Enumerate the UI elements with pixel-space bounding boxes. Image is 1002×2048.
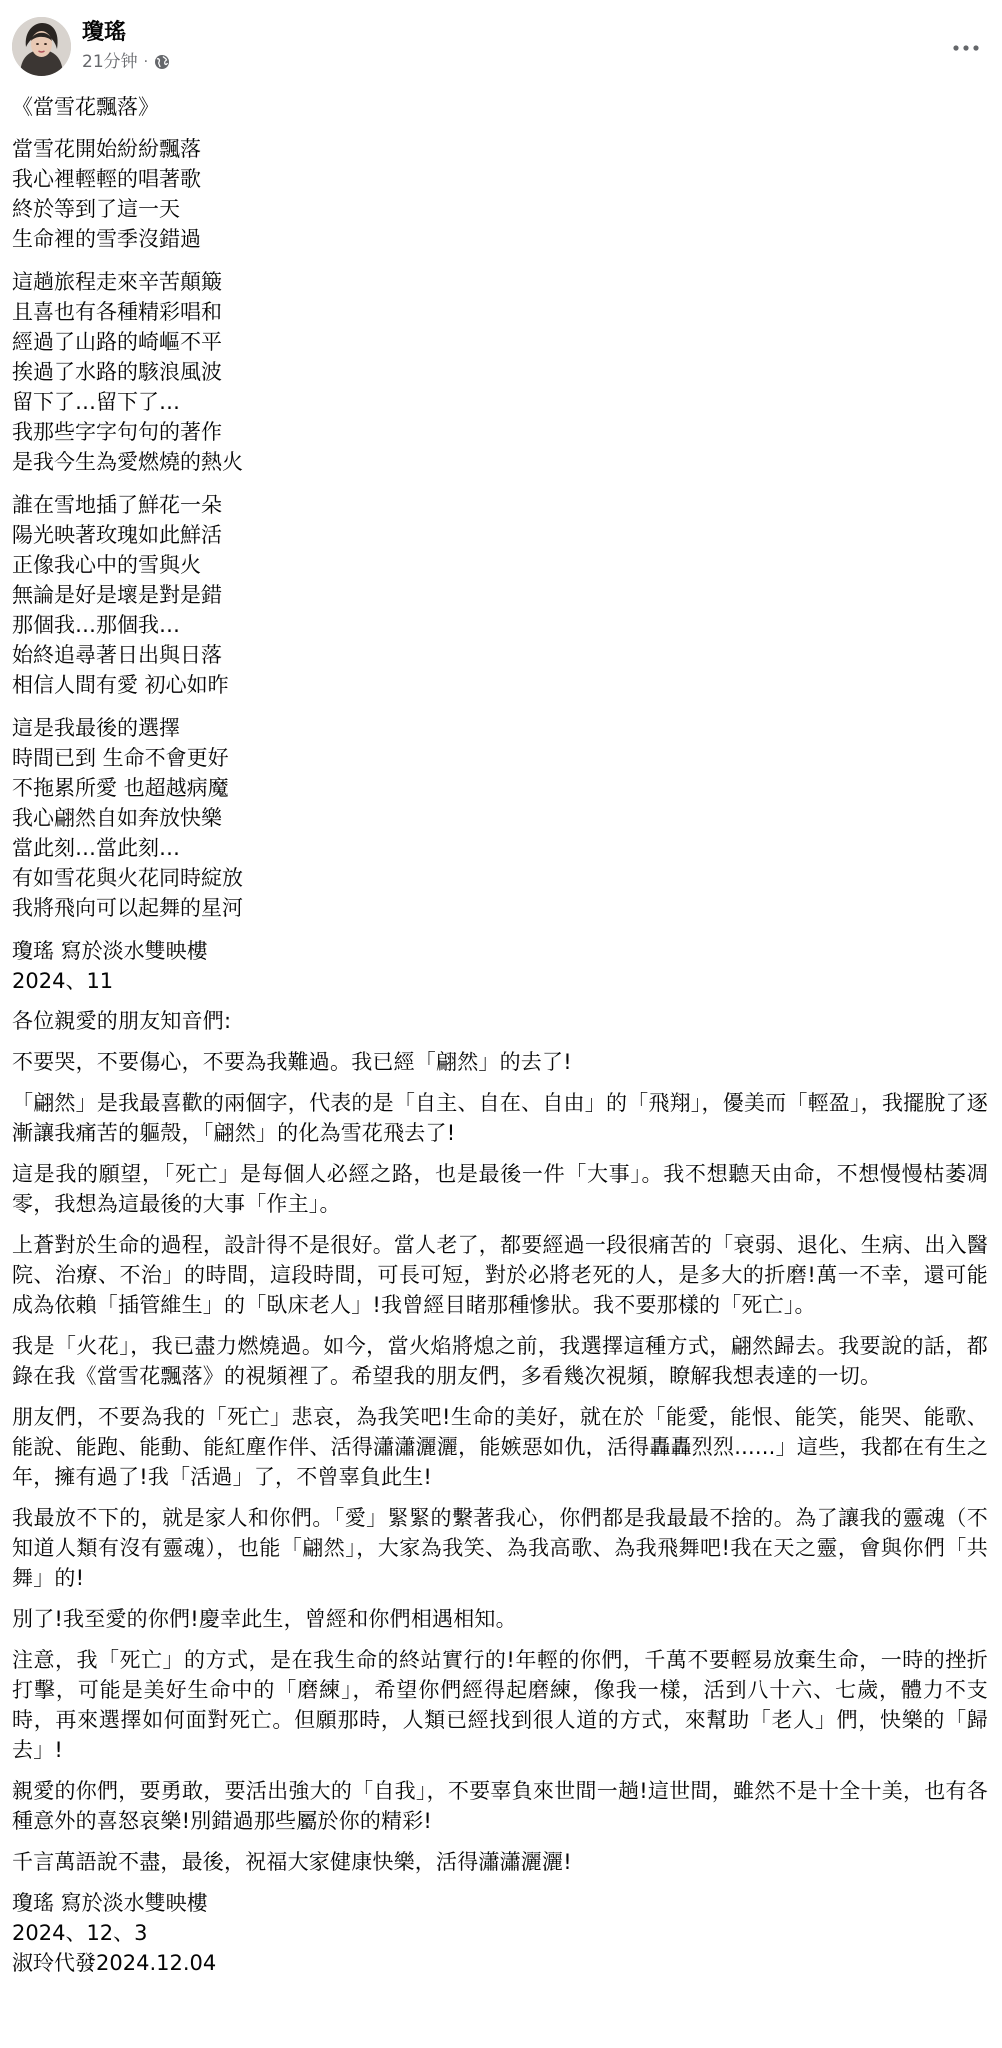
post-content [12, 92, 988, 1988]
poem-line: 時間已到 生命不會更好 [12, 746, 229, 770]
post-header [0, 0, 1002, 80]
post-meta [82, 51, 170, 73]
poem-line: 相信人間有愛 初心如昨 [12, 673, 229, 697]
letter-paragraph: 千言萬語說不盡，最後，祝福大家健康快樂，活得瀟瀟灑灑! [12, 1850, 572, 1874]
poem-line: 那個我…那個我… [12, 613, 180, 637]
poem-line: 生命裡的雪季沒錯過 [12, 227, 201, 251]
letter-paragraph: 注意，我「死亡」的方式，是在我生命的終站實行的!年輕的你們，千萬不要輕易放棄生命，一時的挫折打擊，可能是美好生命中的「磨練」，希望你們經得起磨練，像我一樣，活到八十六、七歲，體力不支時，再來選擇如何面對死亡。但願那時，人類已經找到很人道的方式，來幫助「老人」們，快樂的「歸去」! [12, 1648, 988, 1762]
poem-line: 始終追尋著日出與日落 [12, 643, 222, 667]
poem-line: 誰在雪地插了鮮花一朵 [12, 493, 222, 517]
poem-line: 這趟旅程走來辛苦顛簸 [12, 270, 222, 294]
poem-line: 我那些字字句句的著作 [12, 420, 222, 444]
poem-line: 留下了…留下了… [12, 390, 180, 414]
more-icon [953, 45, 979, 51]
avatar-image [12, 17, 71, 76]
letter-paragraph: 我是「火花」，我已盡力燃燒過。如今，當火焰將熄之前，我選擇這種方式，翩然歸去。我要說的話，都錄在我《當雪花飄落》的視頻裡了。希望我的朋友們，多看幾次視頻，瞭解我想表達的一切。 [12, 1334, 988, 1388]
letter-paragraph: 朋友們，不要為我的「死亡」悲哀，為我笑吧!生命的美好，就在於「能愛，能恨、能笑，能哭、能歌、能說、能跑、能動、能紅塵作伴、活得瀟瀟灑灑，能嫉惡如仇，活得轟轟烈烈......」這些，我都在有生之年，擁有過了!我「活過」了，不曾辜負此生! [12, 1405, 988, 1489]
letter-paragraph: 各位親愛的朋友知音們: [12, 1009, 232, 1033]
poem-line: 且喜也有各種精彩唱和 [12, 300, 222, 324]
letter-paragraph: 我最放不下的，就是家人和你們。「愛」緊緊的繫著我心，你們都是我最最不捨的。為了讓我的靈魂（不知道人類有沒有靈魂），也能「翩然」，大家為我笑、為我高歌、為我飛舞吧!我在天之靈，會與你們「共舞」的! [12, 1506, 988, 1590]
avatar[interactable] [12, 17, 71, 76]
poem-line: 我心裡輕輕的唱著歌 [12, 167, 201, 191]
letter-paragraph: 親愛的你們，要勇敢，要活出強大的「自我」，不要辜負來世間一趟!這世間，雖然不是十全十美，也有各種意外的喜怒哀樂!別錯過那些屬於你的精彩! [12, 1779, 988, 1833]
poem-line: 我心翩然自如奔放快樂 [12, 806, 222, 830]
poem-line: 有如雪花與火花同時綻放 [12, 866, 243, 890]
letter-paragraph: 「翩然」是我最喜歡的兩個字，代表的是「自主、自在、自由」的「飛翔」，優美而「輕盈」，我擺脫了逐漸讓我痛苦的軀殼，「翩然」的化為雪花飛去了! [12, 1091, 988, 1145]
letter-signoff [12, 1888, 988, 1978]
poem-stanza [12, 267, 988, 477]
letter-paragraph: 上蒼對於生命的過程，設計得不是很好。當人老了，都要經過一段很痛苦的「衰弱、退化、生病、出入醫院、治療、不治」的時間，這段時間，可長可短，對於必將老死的人，是多大的折磨!萬一不幸，還可能成為依賴「插管維生」的「臥床老人」!我曾經目睹那種慘狀。我不要那樣的「死亡」。 [12, 1233, 988, 1317]
poem-line: 陽光映著玫瑰如此鮮活 [12, 523, 222, 547]
globe-icon[interactable] [154, 54, 170, 70]
poem-line: 終於等到了這一天 [12, 197, 180, 221]
poem-line: 當此刻…當此刻… [12, 836, 180, 860]
signoff-posted-by: 淑玲代發2024.12.04 [12, 1951, 217, 1975]
poem-line: 不拖累所愛 也超越病魔 [12, 776, 229, 800]
farewell-letter [12, 1006, 988, 1877]
signoff-date: 2024、11 [12, 969, 114, 993]
letter-paragraph: 這是我的願望，「死亡」是每個人必經之路，也是最後一件「大事」。我不想聽天由命，不想慢慢枯萎凋零，我想為這最後的大事「作主」。 [12, 1162, 988, 1216]
letter-paragraph: 別了!我至愛的你們!慶幸此生，曾經和你們相遇相知。 [12, 1607, 517, 1631]
poem-stanza [12, 713, 988, 923]
signoff-author: 瓊瑤 寫於淡水雙映樓 [12, 1891, 208, 1915]
poem-line: 當雪花開始紛紛飄落 [12, 137, 201, 161]
poem-line: 這是我最後的選擇 [12, 716, 180, 740]
author-name[interactable]: 瓊瑤 [82, 20, 127, 45]
poem-line: 是我今生為愛燃燒的熱火 [12, 450, 243, 474]
poem-stanza [12, 134, 988, 254]
signoff-date: 2024、12、3 [12, 1921, 148, 1945]
poem-line: 無論是好是壞是對是錯 [12, 583, 222, 607]
poem-title: 《當雪花飄落》 [12, 95, 159, 119]
poem-line: 經過了山路的崎嶇不平 [12, 330, 222, 354]
more-options-button[interactable] [946, 28, 986, 68]
meta-separator: · [143, 54, 149, 70]
letter-paragraph: 不要哭，不要傷心，不要為我難過。我已經「翩然」的去了! [12, 1050, 572, 1074]
poem-line: 正像我心中的雪與火 [12, 553, 201, 577]
post-time[interactable]: 21分钟 [82, 52, 138, 72]
poem-stanza [12, 490, 988, 700]
signoff-author: 瓊瑤 寫於淡水雙映樓 [12, 939, 208, 963]
poem-line: 我將飛向可以起舞的星河 [12, 896, 243, 920]
poem-line: 挨過了水路的駭浪風波 [12, 360, 222, 384]
poem-signoff [12, 936, 988, 996]
